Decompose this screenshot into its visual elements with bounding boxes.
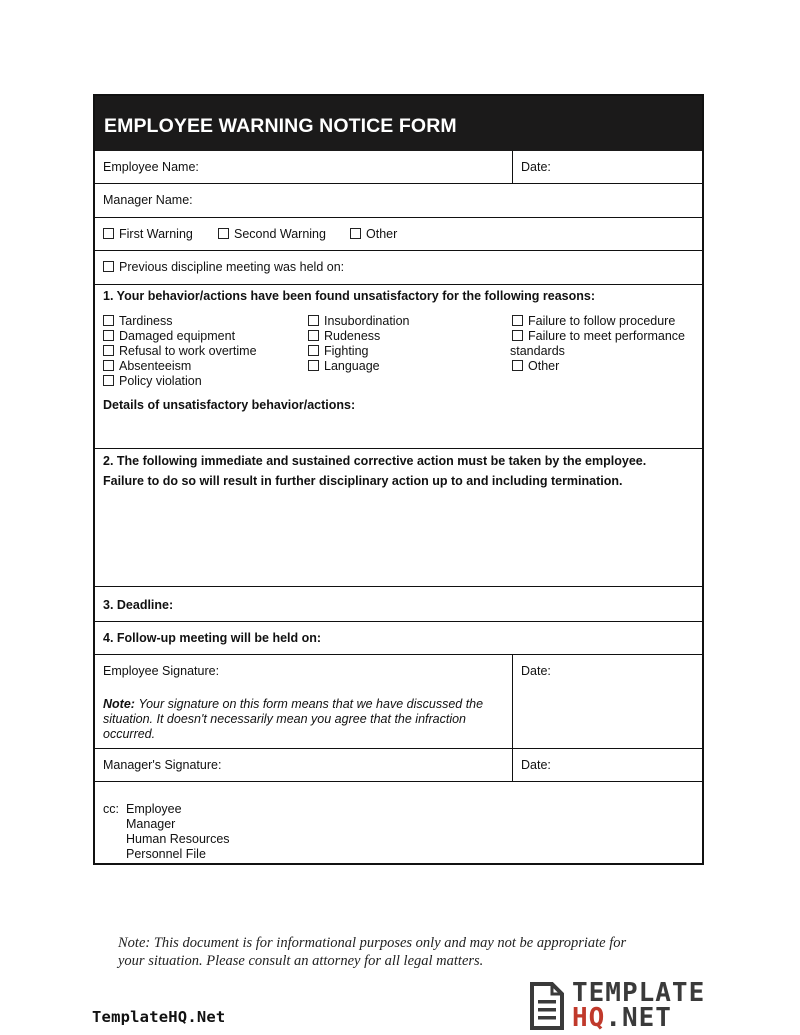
divider: [95, 654, 702, 655]
cc-manager: Manager: [126, 817, 176, 831]
document-icon: [526, 980, 566, 1032]
checkbox[interactable]: [512, 330, 523, 341]
warning-type-second[interactable]: Second Warning: [218, 227, 326, 242]
cc-employee: Employee: [126, 802, 182, 816]
reason-tardiness[interactable]: Tardiness: [103, 314, 173, 329]
divider: [512, 654, 513, 748]
employee-signature-label: Employee Signature:: [103, 664, 220, 678]
date-label: Date:: [521, 160, 551, 174]
checkbox[interactable]: [103, 228, 114, 239]
divider: [95, 748, 702, 749]
divider: [95, 183, 702, 184]
reason-policy-violation[interactable]: Policy violation: [103, 374, 202, 389]
reason-absenteeism[interactable]: Absenteeism: [103, 359, 191, 374]
manager-signature-label: Manager's Signature:: [103, 758, 222, 772]
checkbox[interactable]: [350, 228, 361, 239]
reason-other[interactable]: Other: [512, 359, 559, 374]
divider: [95, 217, 702, 218]
section2-line2: Failure to do so will result in further disciplinary action up to and including termination.: [103, 474, 623, 488]
checkbox[interactable]: [103, 261, 114, 272]
cc-personnel-file: Personnel File: [126, 847, 206, 861]
followup-label: 4. Follow-up meeting will be held on:: [103, 631, 322, 645]
reason-refusal-overtime[interactable]: Refusal to work overtime: [103, 344, 257, 359]
checkbox[interactable]: [308, 315, 319, 326]
reason-language[interactable]: Language: [308, 359, 380, 374]
divider: [95, 284, 702, 285]
details-label: Details of unsatisfactory behavior/actions:: [103, 398, 356, 412]
divider: [95, 781, 702, 782]
disclaimer-line2: your situation. Please consult an attorney for all legal matters.: [118, 953, 484, 969]
divider: [512, 748, 513, 781]
disclaimer-line1: Note: This document is for informational purposes only and may not be appropriate for: [118, 935, 627, 951]
site-name: TemplateHQ.Net: [92, 1008, 226, 1026]
disclaimer: [118, 934, 698, 970]
employee-name-label: Employee Name:: [103, 160, 199, 174]
checkbox[interactable]: [103, 330, 114, 341]
section1-heading: 1. Your behavior/actions have been found unsatisfactory for the following reasons:: [103, 289, 595, 303]
cc-label: cc:: [103, 802, 119, 816]
cc-human-resources: Human Resources: [126, 832, 230, 846]
reason-failure-performance[interactable]: Failure to meet performance: [512, 329, 685, 344]
logo-text-template: TEMPLATE: [572, 978, 706, 1008]
divider: [512, 151, 513, 184]
note-line3: occurred.: [103, 727, 156, 741]
divider: [95, 621, 702, 622]
divider: [95, 448, 702, 449]
logo-text-hqnet: HQ.NET: [572, 1003, 672, 1033]
checkbox[interactable]: [308, 345, 319, 356]
signature-date-label: Date:: [521, 664, 551, 678]
manager-date-label: Date:: [521, 758, 551, 772]
note-line1: Your signature on this form means that we have discussed the: [138, 697, 484, 711]
checkbox[interactable]: [218, 228, 229, 239]
warning-type-other[interactable]: Other: [350, 227, 397, 242]
checkbox[interactable]: [103, 360, 114, 371]
checkbox[interactable]: [308, 330, 319, 341]
checkbox[interactable]: [103, 315, 114, 326]
reason-damaged-equipment[interactable]: Damaged equipment: [103, 329, 235, 344]
checkbox[interactable]: [308, 360, 319, 371]
note-line2: situation. It doesn't necessarily mean you agree that the infraction: [103, 712, 467, 726]
section2-line1: 2. The following immediate and sustained corrective action must be taken by the employee.: [103, 454, 647, 468]
reason-failure-performance-cont: standards: [510, 344, 565, 358]
warning-type-first[interactable]: First Warning: [103, 227, 193, 242]
templatehq-logo: [526, 980, 716, 1032]
divider: [95, 250, 702, 251]
previous-meeting-option[interactable]: Previous discipline meeting was held on:: [103, 260, 344, 275]
reason-fighting[interactable]: Fighting: [308, 344, 368, 359]
signature-note: [103, 697, 508, 742]
manager-name-label: Manager Name:: [103, 193, 193, 207]
warning-notice-form: [93, 94, 704, 865]
note-label: Note:: [103, 697, 135, 711]
checkbox[interactable]: [103, 375, 114, 386]
checkbox[interactable]: [512, 360, 523, 371]
reason-insubordination[interactable]: Insubordination: [308, 314, 409, 329]
reason-failure-procedure[interactable]: Failure to follow procedure: [512, 314, 675, 329]
form-title: EMPLOYEE WARNING NOTICE FORM: [95, 96, 702, 151]
checkbox[interactable]: [512, 315, 523, 326]
reason-rudeness[interactable]: Rudeness: [308, 329, 380, 344]
deadline-label: 3. Deadline:: [103, 598, 174, 612]
checkbox[interactable]: [103, 345, 114, 356]
divider: [95, 586, 702, 587]
